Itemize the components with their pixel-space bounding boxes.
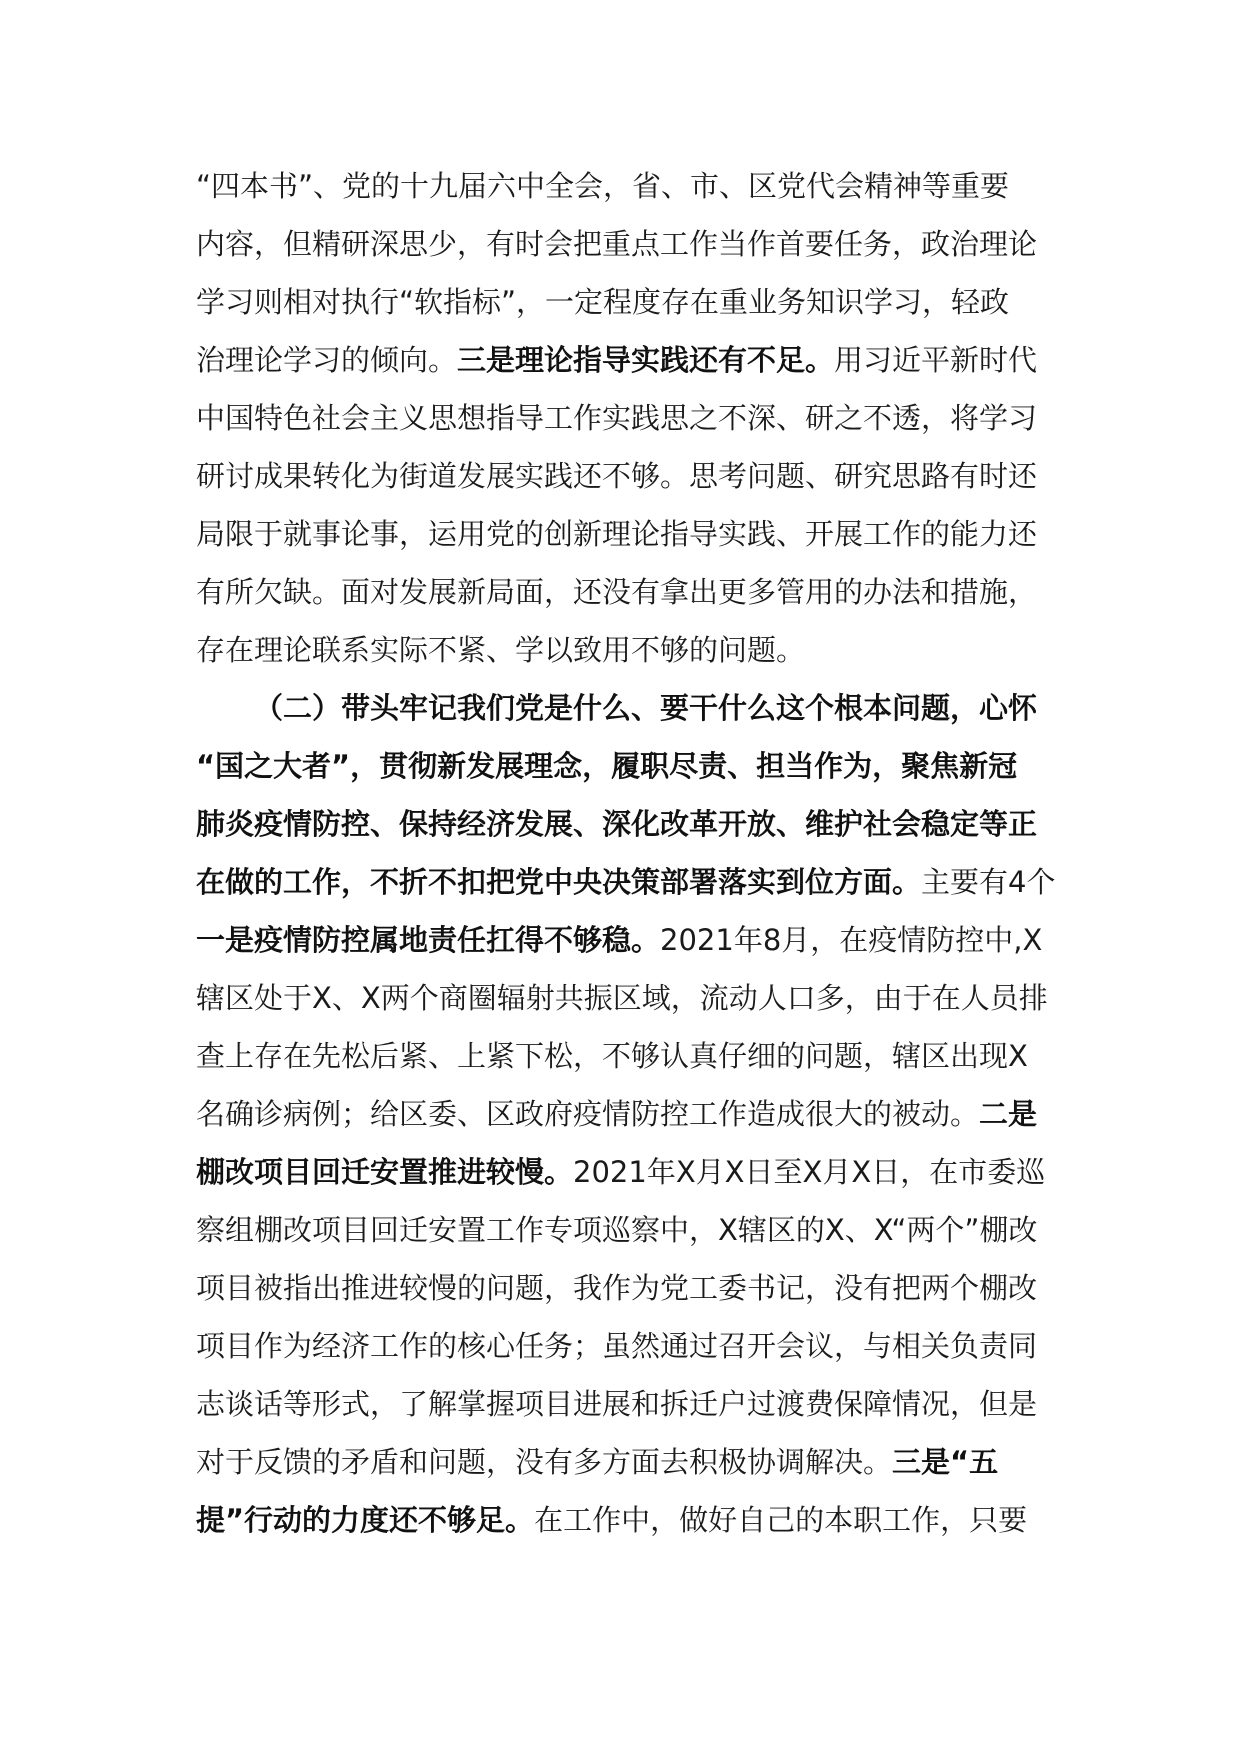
text-span: 研讨成果转化为街道发展实践还不够。思考问题、研究思路有时还 (196, 459, 1038, 493)
text-line (196, 620, 1096, 680)
bold-heading-span: “国之大者”，贯彻新发展理念，履职尽责、担当作为，聚焦新冠 (196, 749, 1018, 783)
text-line (196, 968, 1096, 1028)
bold-heading-span: 三是“五 (892, 1445, 999, 1479)
text-span: 用习近平新时代 (834, 343, 1038, 377)
text-line (196, 1084, 1096, 1144)
text-span: 2021年8月，在疫情防控中,X (660, 923, 1043, 957)
text-span: 治理论学习的倾向。 (196, 343, 458, 377)
bold-heading-span: 肺炎疫情防控、保持经济发展、深化改革开放、维护社会稳定等正 (196, 807, 1038, 841)
text-span: “四本书”、党的十九届六中全会，省、市、区党代会精神等重要 (196, 169, 1010, 203)
text-span: 局限于就事论事，运用党的创新理论指导实践、开展工作的能力还 (196, 517, 1038, 551)
text-span: 名确诊病例；给区委、区政府疫情防控工作造成很大的被动。 (196, 1097, 980, 1131)
text-line (196, 504, 1096, 564)
text-span: 存在理论联系实际不紧、学以致用不够的问题。 (196, 633, 806, 667)
text-line (196, 388, 1096, 448)
bold-heading-span: （二）带头牢记我们党是什么、要干什么这个根本问题，心怀 (254, 691, 1038, 725)
text-line (196, 910, 1096, 970)
bold-heading-span: 二是 (979, 1097, 1038, 1131)
text-line (196, 1142, 1096, 1202)
text-span: 辖区处于X、X两个商圈辐射共振区域，流动人口多，由于在人员排 (196, 981, 1048, 1015)
text-line (196, 330, 1096, 390)
text-span: 学习则相对执行“软指标”，一定程度存在重业务知识学习，轻政 (196, 285, 1010, 319)
text-line (196, 1374, 1096, 1434)
text-span: 中国特色社会主义思想指导工作实践思之不深、研之不透，将学习 (196, 401, 1038, 435)
text-line (196, 1200, 1096, 1260)
text-line (196, 1316, 1096, 1376)
text-line (196, 1258, 1096, 1318)
text-span: 内容，但精研深思少，有时会把重点工作当作首要任务，政治理论 (196, 227, 1038, 261)
text-span: 项目被指出推进较慢的问题，我作为党工委书记，没有把两个棚改 (196, 1271, 1038, 1305)
bold-heading-span: 一是疫情防控属地责任扛得不够稳。 (196, 923, 661, 957)
text-span: 主要有4个 (921, 865, 1056, 899)
bold-heading-span: 棚改项目回迁安置推进较慢。 (196, 1155, 574, 1189)
text-line (196, 272, 1096, 332)
bold-heading-span: 提”行动的力度还不够足。 (196, 1503, 535, 1537)
text-line (196, 1026, 1096, 1086)
bold-heading-span: 三是理论指导实践还有不足。 (457, 343, 835, 377)
section-heading-line (196, 736, 1096, 796)
text-line (196, 156, 1096, 216)
text-line (196, 562, 1096, 622)
text-span: 在工作中，做好自己的本职工作，只要 (534, 1503, 1028, 1537)
text-line (196, 852, 1096, 912)
text-span: 2021年X月X日至X月X日，在市委巡 (573, 1155, 1046, 1189)
text-span: 有所欠缺。面对发展新局面，还没有拿出更多管用的办法和措施， (196, 575, 1038, 609)
text-line (196, 214, 1096, 274)
text-span: 察组棚改项目回迁安置工作专项巡察中，X辖区的X、X“两个”棚改 (196, 1213, 1038, 1247)
text-span: 查上存在先松后紧、上紧下松，不够认真仔细的问题，辖区出现X (196, 1039, 1028, 1073)
text-span: 项目作为经济工作的核心任务；虽然通过召开会议，与相关负责同 (196, 1329, 1038, 1363)
text-line (196, 446, 1096, 506)
text-line (196, 1432, 1096, 1492)
text-span: 志谈话等形式，了解掌握项目进展和拆迁户过渡费保障情况，但是 (196, 1387, 1038, 1421)
text-line (196, 1490, 1096, 1550)
text-span: 对于反馈的矛盾和问题，没有多方面去积极协调解决。 (196, 1445, 893, 1479)
bold-heading-span: 在做的工作，不折不扣把党中央决策部署落实到位方面。 (196, 865, 922, 899)
section-heading-line (254, 678, 1096, 738)
section-heading-line (196, 794, 1096, 854)
